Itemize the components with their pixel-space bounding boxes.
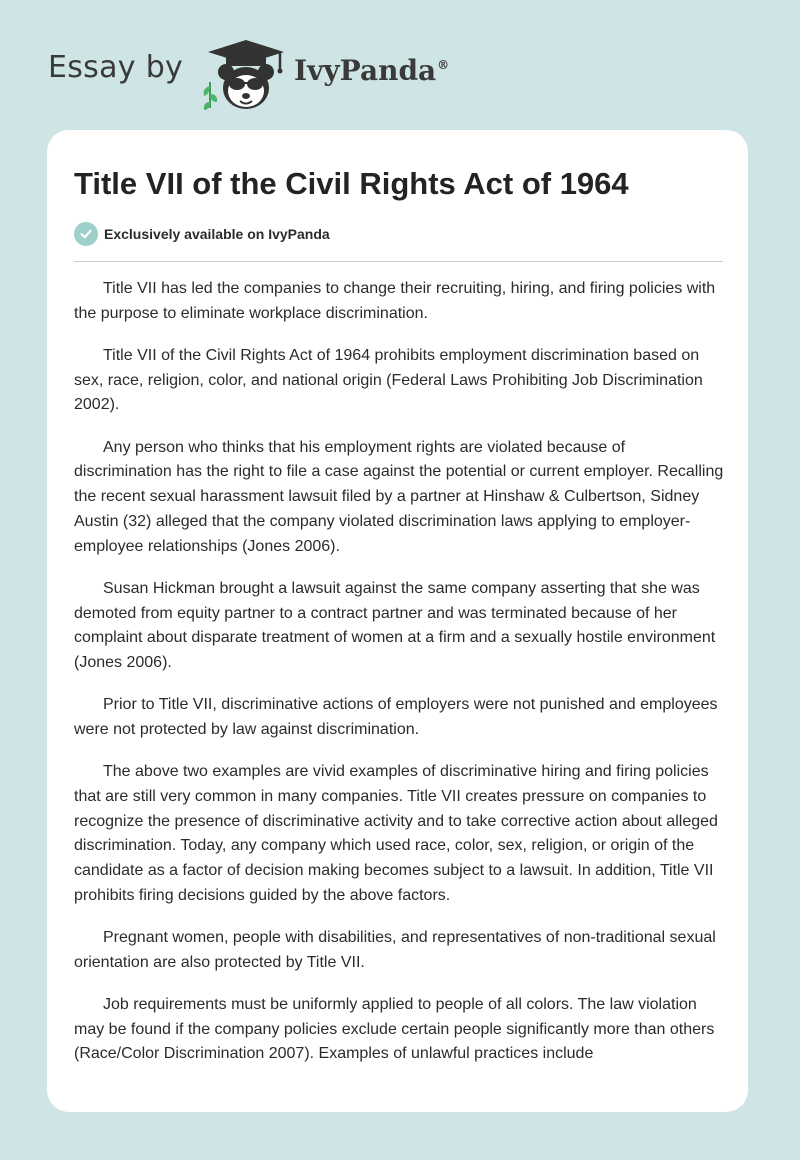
paragraph: Title VII of the Civil Rights Act of 1964 prohibits employment discrimination based on sex, race, religion, color, and national origin (Federal Laws Prohibiting Job Discrimination 2002). bbox=[74, 347, 703, 414]
brand-name[interactable] bbox=[294, 54, 449, 87]
paragraph: Prior to Title VII, discriminative actions of employers were not punished and employees were not protected by law against discrimination. bbox=[74, 696, 718, 738]
paragraph: The above two examples are vivid examples of discriminative hiring and firing policies that are still very common in many companies. Title VII creates pressure on companies to recognize the presence of discriminative activity and to take corrective action about alleged discrimination. Today, any company which used race, color, sex, religion, or origin of the candidate as a factor of decision making becomes subject to a lawsuit. In addition, Title VII prohibits firing decisions guided by the above factors. bbox=[74, 763, 718, 904]
paragraph: Pregnant women, people with disabilities, and representatives of non-traditional sexual orientation are also protected by Title VII. bbox=[74, 929, 716, 971]
brand-text: IvyPanda bbox=[294, 54, 437, 87]
paragraph: Job requirements must be uniformly applied to people of all colors. The law violation may be found if the company policies exclude certain people significantly more than others (Race/Color Discrimination 2007). Examples of unlawful practices include bbox=[74, 996, 715, 1063]
check-circle-icon bbox=[74, 222, 98, 246]
essay-body bbox=[74, 277, 724, 1085]
paragraph: Title VII has led the companies to change their recruiting, hiring, and firing policies with the purpose to eliminate workplace discrimination. bbox=[74, 280, 716, 322]
site-header bbox=[48, 36, 568, 116]
paragraph: Any person who thinks that his employment rights are violated because of discrimination has the right to file a case against the potential or current employer. Recalling the recent sexual harassment lawsuit filed by a partner at Hinshaw & Culbertson, Sidney Austin (32) alleged that the company violated discrimination laws applying to employer-employee relationships (Jones 2006). bbox=[74, 438, 724, 555]
exclusive-badge bbox=[74, 221, 330, 247]
essay-card bbox=[47, 130, 748, 1112]
divider bbox=[74, 261, 723, 262]
page-title: Title VII of the Civil Rights Act of 1964 bbox=[74, 166, 629, 201]
registered-mark: ® bbox=[437, 58, 450, 72]
essay-by-label: Essay by bbox=[48, 50, 184, 85]
paragraph: Susan Hickman brought a lawsuit against the same company asserting that she was demoted from equity partner to a contract partner and was terminated because of her complaint about disparate treatment of women at a firm and a sexually hostile environment (Jones 2006). bbox=[74, 579, 716, 671]
badge-label: Exclusively available on IvyPanda bbox=[104, 226, 330, 242]
ivypanda-logo-icon[interactable] bbox=[200, 36, 292, 112]
